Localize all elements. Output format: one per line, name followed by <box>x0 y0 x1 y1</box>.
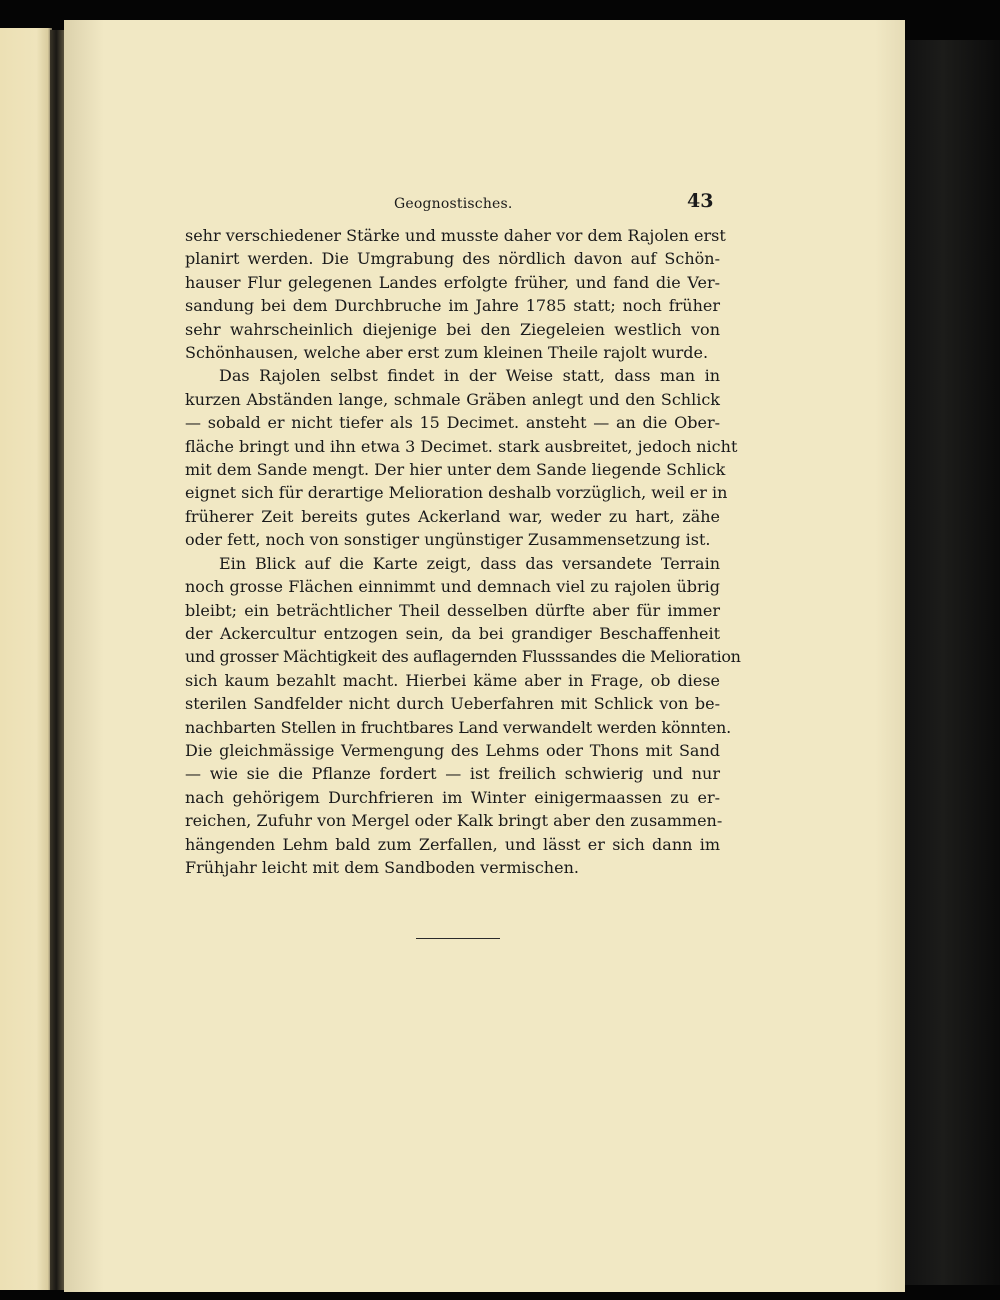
section-end-rule <box>416 938 500 939</box>
text-line: noch grosse Flächen einnimmt und demnach viel zu rajolen übrig <box>185 577 720 597</box>
text-line: mit dem Sande mengt. Der hier unter dem Sande liegende Schlick <box>185 460 726 480</box>
text-line: früherer Zeit bereits gutes Ackerland war, weder zu hart, zähe <box>185 506 720 526</box>
text-line: reichen, Zufuhr von Mergel oder Kalk bringt aber den zusammen- <box>185 811 723 831</box>
text-line: der Ackercultur entzogen sein, da bei grandiger Beschaffenheit <box>185 623 720 643</box>
text-line: sandung bei dem Durchbruche im Jahre 1785 statt; noch früher <box>185 296 720 316</box>
text-line: eignet sich für derartige Melioration deshalb vorzüglich, weil er in <box>185 483 728 503</box>
page-number: 43 <box>687 190 714 212</box>
text-line: planirt werden. Die Umgrabung des nördlich davon auf Schön- <box>185 249 720 269</box>
text-line: und grosser Mächtigkeit des auflagernden Flusssandes die Melioration <box>185 647 741 667</box>
text-line: Ein Blick auf die Karte zeigt, dass das versandete Terrain <box>219 553 720 573</box>
text-line: bleibt; ein beträchtlicher Theil desselben dürfte aber für immer <box>185 600 720 620</box>
body-text <box>185 224 741 879</box>
text-line: hauser Flur gelegenen Landes erfolgte früher, und fand die Ver- <box>185 272 720 292</box>
text-line: sehr wahrscheinlich diejenige bei den Ziegeleien westlich von <box>185 319 720 339</box>
text-line: Schönhausen, welche aber erst zum kleinen Theile rajolt wurde. <box>185 343 709 363</box>
text-line: sterilen Sandfelder nicht durch Ueberfahren mit Schlick von be- <box>185 694 720 714</box>
text-line: nachbarten Stellen in fruchtbares Land verwandelt werden könnten. <box>185 717 732 737</box>
text-line: sich kaum bezahlt macht. Hierbei käme aber in Frage, ob diese <box>185 670 720 690</box>
text-line: Die gleichmässige Vermengung des Lehms oder Thons mit Sand <box>185 740 720 760</box>
text-line: kurzen Abständen lange, schmale Gräben anlegt und den Schlick <box>185 389 720 409</box>
paragraph <box>185 224 726 364</box>
text-line: Das Rajolen selbst findet in der Weise statt, dass man in <box>219 366 720 386</box>
text-line: nach gehörigem Durchfrieren im Winter einigermaassen zu er- <box>185 787 720 807</box>
text-line: — sobald er nicht tiefer als 15 Decimet. ansteht — an die Ober- <box>185 413 720 433</box>
paragraph <box>185 364 738 551</box>
book-cover-edge <box>905 40 1000 1285</box>
running-head-title: Geognostisches. <box>394 196 513 212</box>
paragraph <box>185 552 741 880</box>
text-line: hängenden Lehm bald zum Zerfallen, und lässt er sich dann im <box>185 834 720 854</box>
book-page <box>64 20 905 1292</box>
text-line: Frühjahr leicht mit dem Sandboden vermischen. <box>185 857 579 877</box>
text-line: fläche bringt und ihn etwa 3 Decimet. stark ausbreitet, jedoch nicht <box>185 436 738 456</box>
text-line: oder fett, noch von sonstiger ungünstiger Zusammensetzung ist. <box>185 530 711 550</box>
text-line: — wie sie die Pflanze fordert — ist freilich schwierig und nur <box>185 764 720 784</box>
running-head <box>64 190 905 220</box>
facing-page-edge <box>0 28 52 1290</box>
text-line: sehr verschiedener Stärke und musste daher vor dem Rajolen erst <box>185 226 726 245</box>
